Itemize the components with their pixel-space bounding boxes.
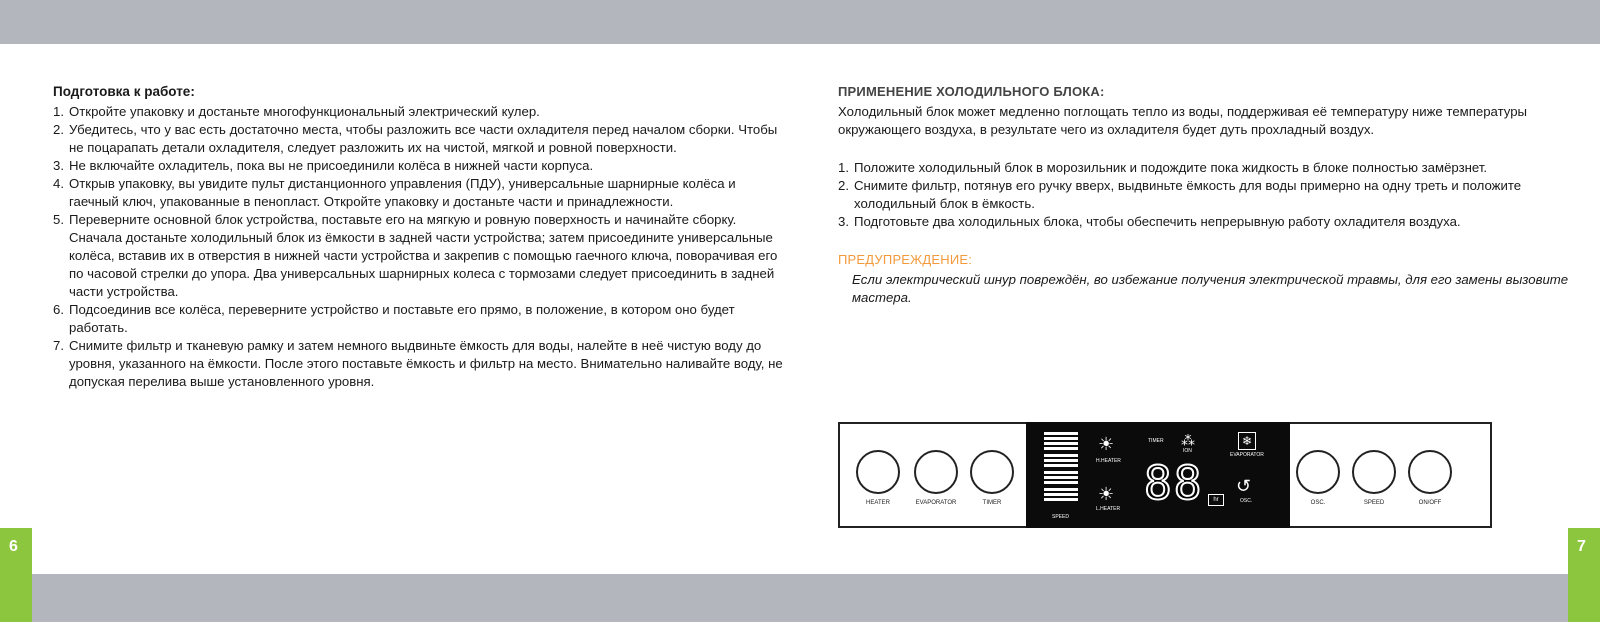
hours-unit: hr <box>1208 494 1224 506</box>
timer-button <box>970 450 1014 494</box>
warning-text: Если электрический шнур повреждён, во избежание получения электрической травмы, для его замены вызовите мастера. <box>852 272 1569 305</box>
timer-indicator-label: TIMER <box>1148 438 1164 444</box>
l-heater-label: L.HEATER <box>1096 506 1121 512</box>
top-band <box>0 0 1600 44</box>
oscillation-icon: ↺ <box>1236 476 1252 496</box>
evaporator-button <box>914 450 958 494</box>
on-off-button <box>1408 450 1452 494</box>
left-column <box>53 83 783 391</box>
right-column <box>838 83 1573 307</box>
osc-button <box>1296 450 1340 494</box>
snowflake-icon: ❄ <box>1238 432 1256 450</box>
ion-label: ION <box>1183 448 1192 454</box>
preparation-heading: Подготовка к работе: <box>53 84 195 99</box>
evaporator-indicator-label: EVAPORATOR <box>1230 452 1264 458</box>
page-number-right: 7 <box>1568 528 1600 622</box>
preparation-steps <box>53 103 783 391</box>
heater-label: HEATER <box>866 500 890 506</box>
timer-digits: 88 <box>1144 456 1204 510</box>
list-item: 7. Снимите фильтр и тканевую рамку и затем немного выдвиньте ёмкость для воды, налейте в неё чистую воду до уровня, указанного на ёмкости. После этого поставьте ёмкость и фильтр на место. Внимательно наливайте воду, не допуская перелива выше установленного уровня. <box>53 338 783 389</box>
speed-bars <box>1044 432 1078 503</box>
list-item: 3. Подготовьте два холодильных блока, чтобы обеспечить непрерывную работу охладителя воздуха. <box>838 214 1461 229</box>
sun-icon: ☀ <box>1098 434 1115 454</box>
list-item: 6. Подсоединив все колёса, переверните устройство и поставьте его прямо, в положение, в котором оно будет работать. <box>53 302 735 335</box>
cooling-block-intro: Холодильный блок может медленно поглощать тепло из воды, поддерживая её температуру ниже температуры окружающего воздуха, в результате чего из охладителя будет дуть прохладный воздух. <box>838 104 1528 137</box>
list-item: 1. Положите холодильный блок в морозильник и подождите пока жидкость в блоке полностью замёрзнет. <box>838 160 1488 175</box>
list-item: 3. Не включайте охладитель, пока вы не присоединили колёса в нижней части корпуса. <box>53 158 594 173</box>
warning-title: ПРЕДУПРЕЖДЕНИЕ: <box>838 252 973 267</box>
evaporator-label: EVAPORATOR <box>915 500 957 506</box>
heater-button <box>856 450 900 494</box>
lcd-display <box>1026 422 1290 528</box>
bottom-band <box>0 574 1600 622</box>
osc-indicator-label: OSC. <box>1240 498 1253 504</box>
list-item: 2. Убедитесь, что у вас есть достаточно места, чтобы разложить все части охладителя перед началом сборки. Чтобы не поцарапать детали охладителя, следует разложить их на чистой, мягкой и ровной поверхности. <box>53 122 778 155</box>
list-item: 2. Снимите фильтр, потянув его ручку вверх, выдвиньте ёмкость для воды примерно на одну треть и положите холодильный блок в ёмкость. <box>838 178 1522 211</box>
cooling-block-heading: ПРИМЕНЕНИЕ ХОЛОДИЛЬНОГО БЛОКА: <box>838 84 1105 99</box>
speed-label: SPEED <box>1363 500 1385 506</box>
cooling-block-steps <box>838 159 1573 231</box>
speed-button <box>1352 450 1396 494</box>
list-item: 5. Переверните основной блок устройства, поставьте его на мягкую и ровную поверхность и начинайте сборку. Сначала достаньте холодильный блок из ёмкости в задней части устройства; затем присоедините универсальные колёса, вставив их в отверстия в нижней части устройства и закрепив с помощью гаечного ключа, поворачивая его по часовой стрелки до упора. Два универсальных шарнирных колеса с тормозами следует присоединить в задней части устройства. <box>53 212 778 299</box>
list-item: 1. Откройте упаковку и достаньте многофункциональный электрический кулер. <box>53 104 540 119</box>
control-panel <box>838 422 1492 528</box>
list-item: 4. Открыв упаковку, вы увидите пульт дистанционного управления (ПДУ), универсальные шарнирные колёса и гаечный ключ, упакованные в пенопласт. Откройте упаковку и достаньте части и принадлежности. <box>53 176 736 209</box>
page-number-left: 6 <box>0 528 32 622</box>
timer-label: TIMER <box>982 500 1002 506</box>
sun-icon: ☀ <box>1098 484 1115 504</box>
h-heater-label: H.HEATER <box>1096 458 1121 464</box>
osc-label: OSC. <box>1310 500 1326 506</box>
on-off-label: ON/OFF <box>1418 500 1442 506</box>
ion-icon: ⁂ <box>1181 432 1195 448</box>
speed-indicator-label: SPEED <box>1052 514 1069 520</box>
